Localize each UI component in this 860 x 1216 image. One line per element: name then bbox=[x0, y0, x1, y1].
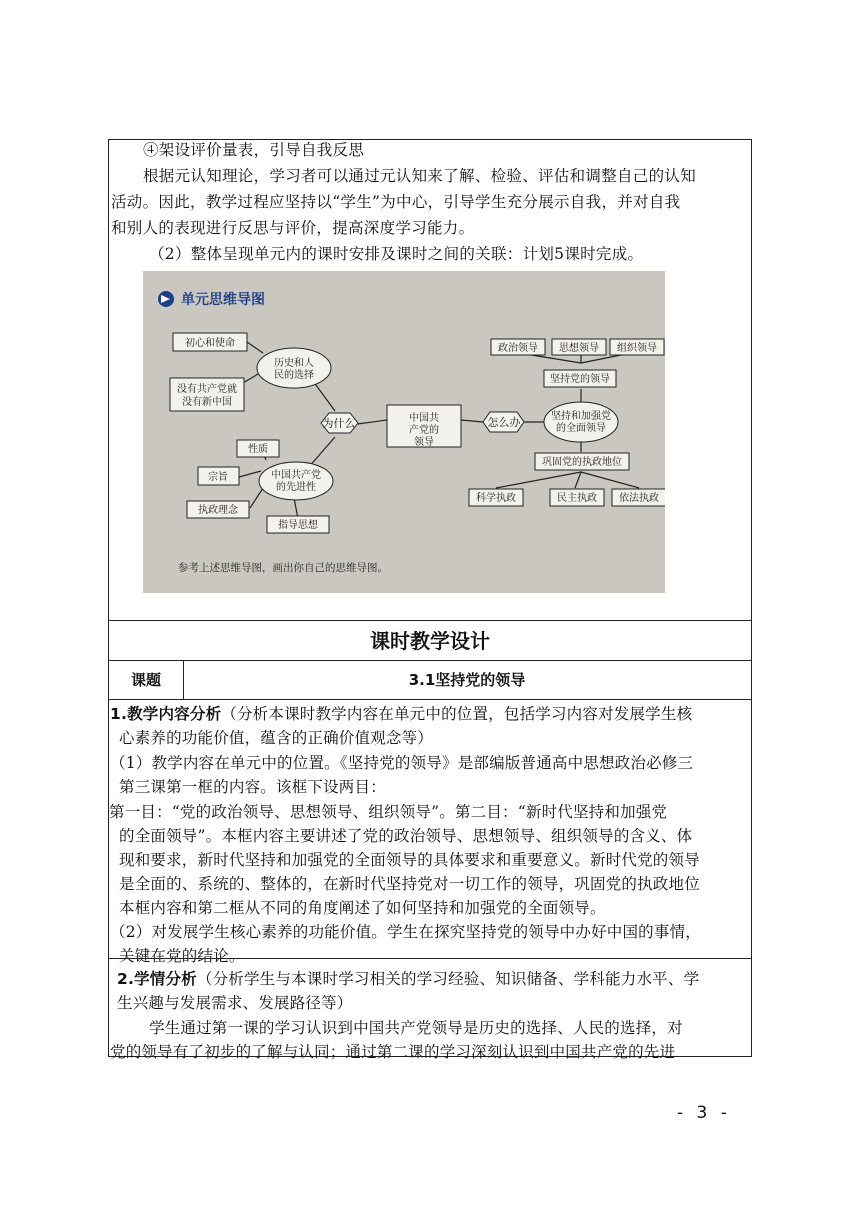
text-line: 党的领导有了初步的了解与认同；通过第二课的学习深刻认识到中国共产党的先进 bbox=[110, 1043, 676, 1061]
topic-value: 3.1坚持党的领导 bbox=[408, 671, 526, 689]
text-line: 关键在党的结论。 bbox=[119, 947, 245, 965]
svg-text:的先进性: 的先进性 bbox=[276, 482, 316, 493]
text-line: 根据元认知理论，学习者可以通过元认知来了解、检验、评估和调整自己的认知 bbox=[143, 167, 697, 185]
student-analysis-section bbox=[108, 958, 752, 1061]
svg-text:产党的: 产党的 bbox=[409, 425, 439, 436]
text-line: 生兴趣与发展需求、发展路径等） bbox=[117, 994, 353, 1012]
text-line: （2）整体呈现单元内的课时安排及课时之间的关联：计划5课时完成。 bbox=[149, 245, 644, 263]
svg-text:坚持和加强党: 坚持和加强党 bbox=[551, 411, 611, 422]
scientific-node: 科学执政 bbox=[476, 493, 516, 504]
concept-node: 执政理念 bbox=[198, 505, 238, 516]
political-node: 政治领导 bbox=[498, 343, 538, 354]
svg-text:历史和人: 历史和人 bbox=[274, 358, 314, 369]
topic-label: 课题 bbox=[109, 661, 184, 699]
why-node: 为什么 bbox=[322, 417, 356, 430]
uphold-node: 坚持党的领导 bbox=[550, 374, 610, 385]
consolidate-node: 巩固党的执政地位 bbox=[542, 457, 622, 468]
svg-text:中国共: 中国共 bbox=[409, 413, 439, 424]
mind-map-image bbox=[143, 271, 665, 593]
text-line: （1）教学内容在单元中的位置。《坚持党的领导》是部编版普通高中思想政治必修三 bbox=[110, 754, 694, 772]
law-node: 依法执政 bbox=[619, 493, 659, 504]
svg-text:没有共产党就: 没有共产党就 bbox=[177, 384, 237, 395]
content-analysis-section bbox=[108, 699, 752, 965]
text-line: 学生通过第一课的学习认识到中国共产党领导是历史的选择、人民的选择，对 bbox=[149, 1019, 683, 1037]
text-line: 第一目：“党的政治领导、思想领导、组织领导”。第二目：“新时代坚持和加强党 bbox=[109, 803, 668, 821]
how-node: 怎么办 bbox=[487, 416, 521, 429]
svg-text:中国共产党: 中国共产党 bbox=[271, 470, 321, 481]
purpose-node: 宗旨 bbox=[208, 472, 228, 483]
text-line: 的全面领导”。本框内容主要讲述了党的政治领导、思想领导、组织领导的含义、体 bbox=[119, 827, 693, 845]
text-line: 心素养的功能价值，蕴含的正确价值观念等） bbox=[119, 729, 434, 747]
organization-node: 组织领导 bbox=[617, 343, 657, 354]
text-line: 本框内容和第二框从不同的角度阐述了如何坚持和加强党的全面领导。 bbox=[119, 899, 606, 917]
mindmap-note: 参考上述思维导图，画出你自己的思维导图。 bbox=[178, 562, 388, 574]
text-line: ④架设评价量表，引导自我反思 bbox=[143, 141, 365, 159]
section-heading-note: （分析学生与本课时学习相关的学习经验、知识储备、学科能力水平、学 bbox=[196, 970, 700, 988]
nature-node: 性质 bbox=[248, 444, 268, 455]
unit-overview-cell bbox=[108, 139, 752, 621]
democratic-node: 民主执政 bbox=[557, 493, 597, 504]
svg-text:的全面领导: 的全面领导 bbox=[556, 423, 606, 434]
svg-text:领导: 领导 bbox=[414, 437, 434, 448]
section-heading: 1.教学内容分析 bbox=[110, 705, 222, 723]
section-heading: 2.学情分析 bbox=[117, 970, 197, 988]
mindmap-title: 单元思维导图 bbox=[181, 292, 265, 308]
svg-text:民的选择: 民的选择 bbox=[274, 370, 314, 381]
text-line: 是全面的、系统的、整体的，在新时代坚持党对一切工作的领导，巩固党的执政地位 bbox=[119, 875, 700, 893]
text-line: 和别人的表现进行反思与评价，提高深度学习能力。 bbox=[111, 219, 475, 237]
section-heading-line bbox=[110, 702, 692, 726]
text-line: （2）对发展学生核心素养的功能价值。学生在探究坚持党的领导中办好中国的事情， bbox=[110, 923, 701, 941]
text-line: 第三课第一框的内容。该框下设两目： bbox=[119, 778, 386, 796]
text-line: 活动。因此，教学过程应坚持以“学生”为中心，引导学生充分展示自我，并对自我 bbox=[111, 193, 681, 211]
svg-text:没有新中国: 没有新中国 bbox=[182, 397, 232, 408]
lesson-design-title: 课时教学设计 bbox=[108, 620, 752, 661]
text-line: 现和要求，新时代坚持和加强党的全面领导的具体要求和重要意义。新时代党的领导 bbox=[119, 851, 700, 869]
section-heading-note: （分析本课时教学内容在单元中的位置，包括学习内容对发展学生核 bbox=[221, 705, 693, 723]
mission-node: 初心和使命 bbox=[185, 338, 235, 349]
thought-node: 思想领导 bbox=[559, 343, 599, 354]
page-number: - 3 - bbox=[677, 1103, 731, 1123]
topic-row bbox=[108, 660, 752, 700]
ideology-node: 指导思想 bbox=[278, 520, 318, 531]
section-heading-line bbox=[117, 967, 699, 991]
